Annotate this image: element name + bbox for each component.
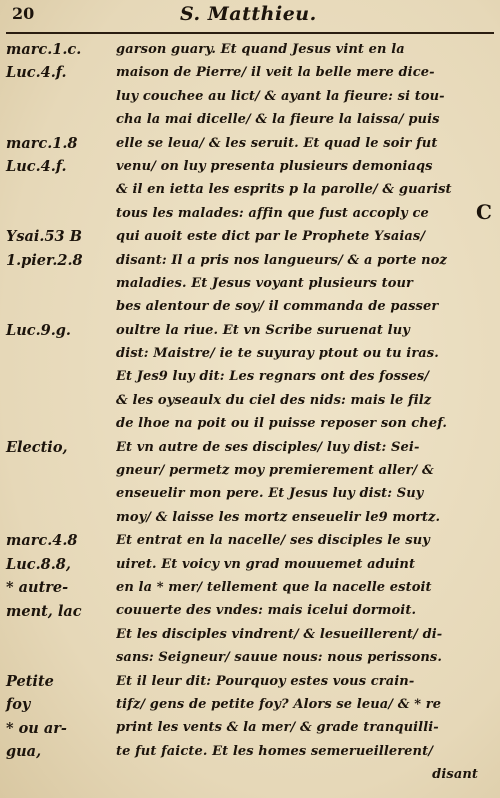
text-line: couuerte des vndes: mais icelui dormoit.	[116, 603, 417, 619]
margin-note: Ysai.53 B	[6, 228, 82, 246]
text-line: uiret. Et voicy vn grad mouuemet aduint	[116, 556, 416, 572]
margin-note: foy	[6, 696, 31, 714]
text-line: moy/ & laisse les mortz enseuelir le9 mortz.	[116, 509, 441, 525]
text-line: bes alentour de soy/ il commanda de passer	[116, 299, 439, 315]
margin-note: Luc.8.8,	[6, 555, 71, 573]
text-line: de lhoe na poit ou il puisse reposer son chef.	[116, 416, 448, 432]
text-line: maladies. Et Jesus voyant plusieurs tour	[116, 275, 414, 291]
text-line: qui auoit este dict par le Prophete Ysaias/	[116, 229, 426, 245]
margin-note: * autre-	[6, 579, 69, 597]
margin-note: * ou ar-	[6, 719, 67, 737]
text-line: disant: Il a pris nos langueurs/ & a porte noz	[116, 252, 447, 268]
text-line: Et entrat en la nacelle/ ses disciples le suy	[116, 533, 430, 549]
text-line: sans: Seigneur/ sauue nous: nous perissons.	[116, 650, 442, 666]
text-line: Et Jes9 luy dit: Les regnars ont des fosses/	[116, 369, 430, 385]
text-line: garson guary. Et quand Jesus vint en la	[116, 42, 405, 57]
text-line: print les vents & la mer/ & grade tranquilli-	[116, 720, 439, 736]
margin-note: Luc.4.f.	[6, 64, 67, 82]
page-number: 20	[12, 4, 35, 23]
margin-note: gua,	[6, 743, 42, 760]
text-line: Et vn autre de ses disciples/ luy dist: Sei-	[116, 439, 420, 455]
margin-note: Luc.9.g.	[6, 321, 71, 339]
text-line: maison de Pierre/ il veit la belle mere dice-	[116, 65, 435, 81]
text-line: tifz/ gens de petite foy? Alors se leua/ & * re	[116, 696, 442, 712]
text-line: gneur/ permetz moy premierement aller/ &	[116, 463, 434, 479]
text-line: tous les malades: affin que fust accoply ce	[116, 205, 429, 221]
text-line: te fut faicte. Et les homes semerueillerent/	[116, 743, 434, 759]
text-line: oultre la riue. Et vn Scribe suruenat luy	[116, 322, 410, 338]
text-line: & il en ietta les esprits p la parolle/ & guarist	[116, 182, 452, 198]
margin-note: marc.1.8	[6, 134, 78, 152]
margin-note: marc.1.c.	[6, 41, 82, 58]
text-line: luy couchee au lict/ & ayant la fieure: si tou-	[116, 88, 445, 104]
margin-note: ment, lac	[6, 602, 82, 620]
text-line: elle se leua/ & les seruit. Et quad le soir fut	[116, 135, 438, 151]
text-line: cha la mai dicelle/ & la fieure la laissa/ puis	[116, 112, 440, 128]
text-line: dist: Maistre/ ie te suyuray ptout ou tu iras.	[116, 346, 439, 362]
running-title: S. Matthieu.	[180, 3, 317, 25]
margin-note: Luc.4.f.	[6, 158, 67, 175]
text-body	[116, 38, 482, 787]
text-line: enseuelir mon pere. Et Jesus luy dist: Suy	[116, 486, 424, 502]
margin-note: 1.pier.2.8	[6, 251, 83, 269]
text-line: venu/ on luy presenta plusieurs demoniaqs	[116, 158, 433, 174]
margin-note: Electio,	[6, 438, 68, 456]
text-line: Et les disciples vindrent/ & lesueillerent/ di-	[116, 626, 443, 642]
margin-note: marc.4.8	[6, 532, 78, 550]
right-margin-mark: C	[476, 200, 492, 224]
margin-notes	[0, 0, 112, 798]
text-line: disant	[432, 767, 478, 783]
text-line: en la * mer/ tellement que la nacelle estoit	[116, 579, 432, 595]
margin-note: Petite	[6, 672, 54, 690]
text-line: & les oyseaulx du ciel des nids: mais le filz	[116, 392, 432, 408]
text-line: Et il leur dit: Pourquoy estes vous crain-	[116, 673, 415, 689]
